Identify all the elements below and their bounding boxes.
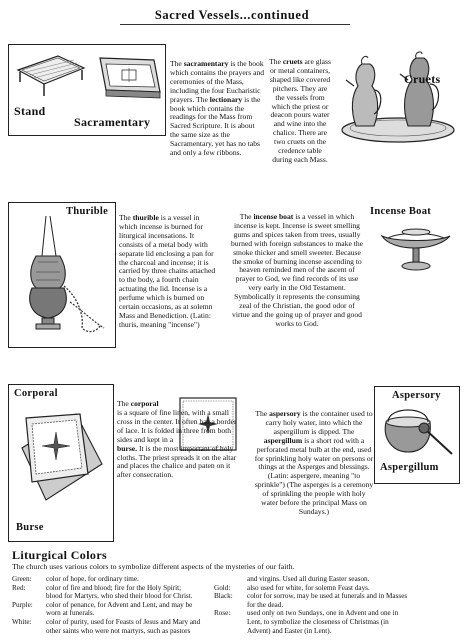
corporal-text: is a square of fine linen, with a small cross in the center. It often has a border of lace. It is folded in three from both sides and kept in a burse. It is the most important of holy cloths. The priest spreads it on the altar and places the chalice and paten on it after consecration. — [117, 408, 237, 480]
term-thurible: thurible — [132, 213, 159, 222]
incense-boat-illustration — [378, 222, 454, 280]
thurible-text: The thurible is a vessel in which incense is burned for liturgical incensations. It consists of a metal body with separate lid enclosing a pan for the charcoal and incense; it is carried by three chains attached to the body, a fourth chain actuating the lid. Incense is a perfume which is burned on certain occasions, as at solemn Mass and Benediction. (Latin: thuris, meaning "incense") — [119, 213, 216, 329]
label-corporal: Corporal — [14, 388, 58, 399]
term-burse: burse. — [117, 443, 138, 453]
page-title: Sacred Vessels...continued — [154, 8, 310, 22]
term-corporal: corporal — [130, 399, 159, 408]
label-thurible: Thurible — [66, 206, 109, 217]
table-row: White: color of purity, used for Feasts of Jesus and Mary and Lent, to symbolize the closeness of Christmas (in — [12, 617, 389, 626]
table-row: worn at funerals. Rose: used only on two Sundays, one in Advent and one in — [46, 609, 399, 618]
table-row: Green: color of hope, for ordinary time. and virgins. Used all during Easter season. — [12, 575, 370, 583]
label-sacramentary: Sacramentary — [74, 115, 151, 129]
term-sacramentary: sacramentary — [183, 59, 229, 68]
burse-illustration — [16, 404, 108, 516]
aspersory-illustration — [378, 402, 456, 458]
incense-boat-text: The incense boat is a vessel in which incense is kept. Incense is sweet smelling gums and spices taken from trees, usually burned with foreign substances to make the smoke thicker and smell sweeter. Because the smoke of burning incense ascending to heaven reminded men of the ascent of prayer to God, we find records of its use very early in the Old Testament. Symbolically it represents the consuming zeal of the Christian, the good odor of virtue and the going up of prayer and good works to God. — [230, 212, 363, 328]
table-row: other saints who were not martyrs, such as pastors Advent) and Easter (in Lent). — [46, 626, 332, 635]
section-subtitle: The church uses various colors to symbolize different aspects of the mysteries of our faith. — [12, 562, 295, 571]
label-cruets: Cruets — [404, 72, 441, 86]
aspersory-text: The aspersory is the container used to carry holy water, into which the aspergillum is dipped. The aspergillum is a short rod with a perforated metal bulb at the end, used for sprinkling holy water on persons or things at the Asperges and blessings. (Latin: aspergere, meaning "to sprinkle") (The asperges is a ceremony of sprinkling the people with holy water before the principal Mass on Sundays.) — [254, 409, 374, 516]
term-aspergillum: aspergillum — [263, 435, 303, 445]
label-incense-boat: Incense Boat — [370, 206, 432, 217]
term-incense-boat: incense boat — [253, 212, 294, 221]
table-row: Purple: color of penance, for Advent and Lent, and may be for the dead. — [12, 600, 284, 609]
cruets-text: The cruets are glass or metal containers, shaped like covered pitchers. They are the vessels from which the priest or deacon pours water and wine into the chalice. There are two cruets on the credence table during each Mass. — [269, 57, 331, 164]
table-row: blood for Martyrs, who shed their blood for Christ. Black: color for sorrow, may be used at funerals and in Masses — [46, 592, 408, 601]
label-burse: Burse — [16, 522, 44, 533]
corporal-text-a: The corporal — [117, 399, 159, 408]
label-aspergillum: Aspergillum — [380, 462, 439, 473]
label-stand: Stand — [14, 104, 46, 118]
table-row: Red: color of fire and blood; fire for the Holy Spirit; Gold: also used for white, for solemn Feast days. — [12, 583, 370, 592]
term-aspersory: aspersory — [269, 409, 301, 418]
label-aspersory: Aspersory — [392, 390, 441, 401]
term-lectionary: lectionary — [209, 94, 243, 104]
liturgical-colors-table — [12, 575, 457, 635]
term-cruets: cruets — [282, 57, 303, 66]
title-rule — [120, 24, 350, 25]
thurible-illustration — [14, 216, 110, 342]
stand-illustration — [14, 48, 164, 106]
cruets-illustration — [336, 50, 458, 148]
section-title-liturgical-colors: Liturgical Colors — [12, 548, 108, 562]
sacramentary-text: The sacramentary is the book which contains the prayers and ceremonies of the Mass, including the four Eucharistic prayers. The lectionary is the book which contains the readings for the Mass from Sacred Scripture. It is about the same size as the Sacramentary, yet has no tabs and only a few ribbons. — [170, 59, 265, 158]
